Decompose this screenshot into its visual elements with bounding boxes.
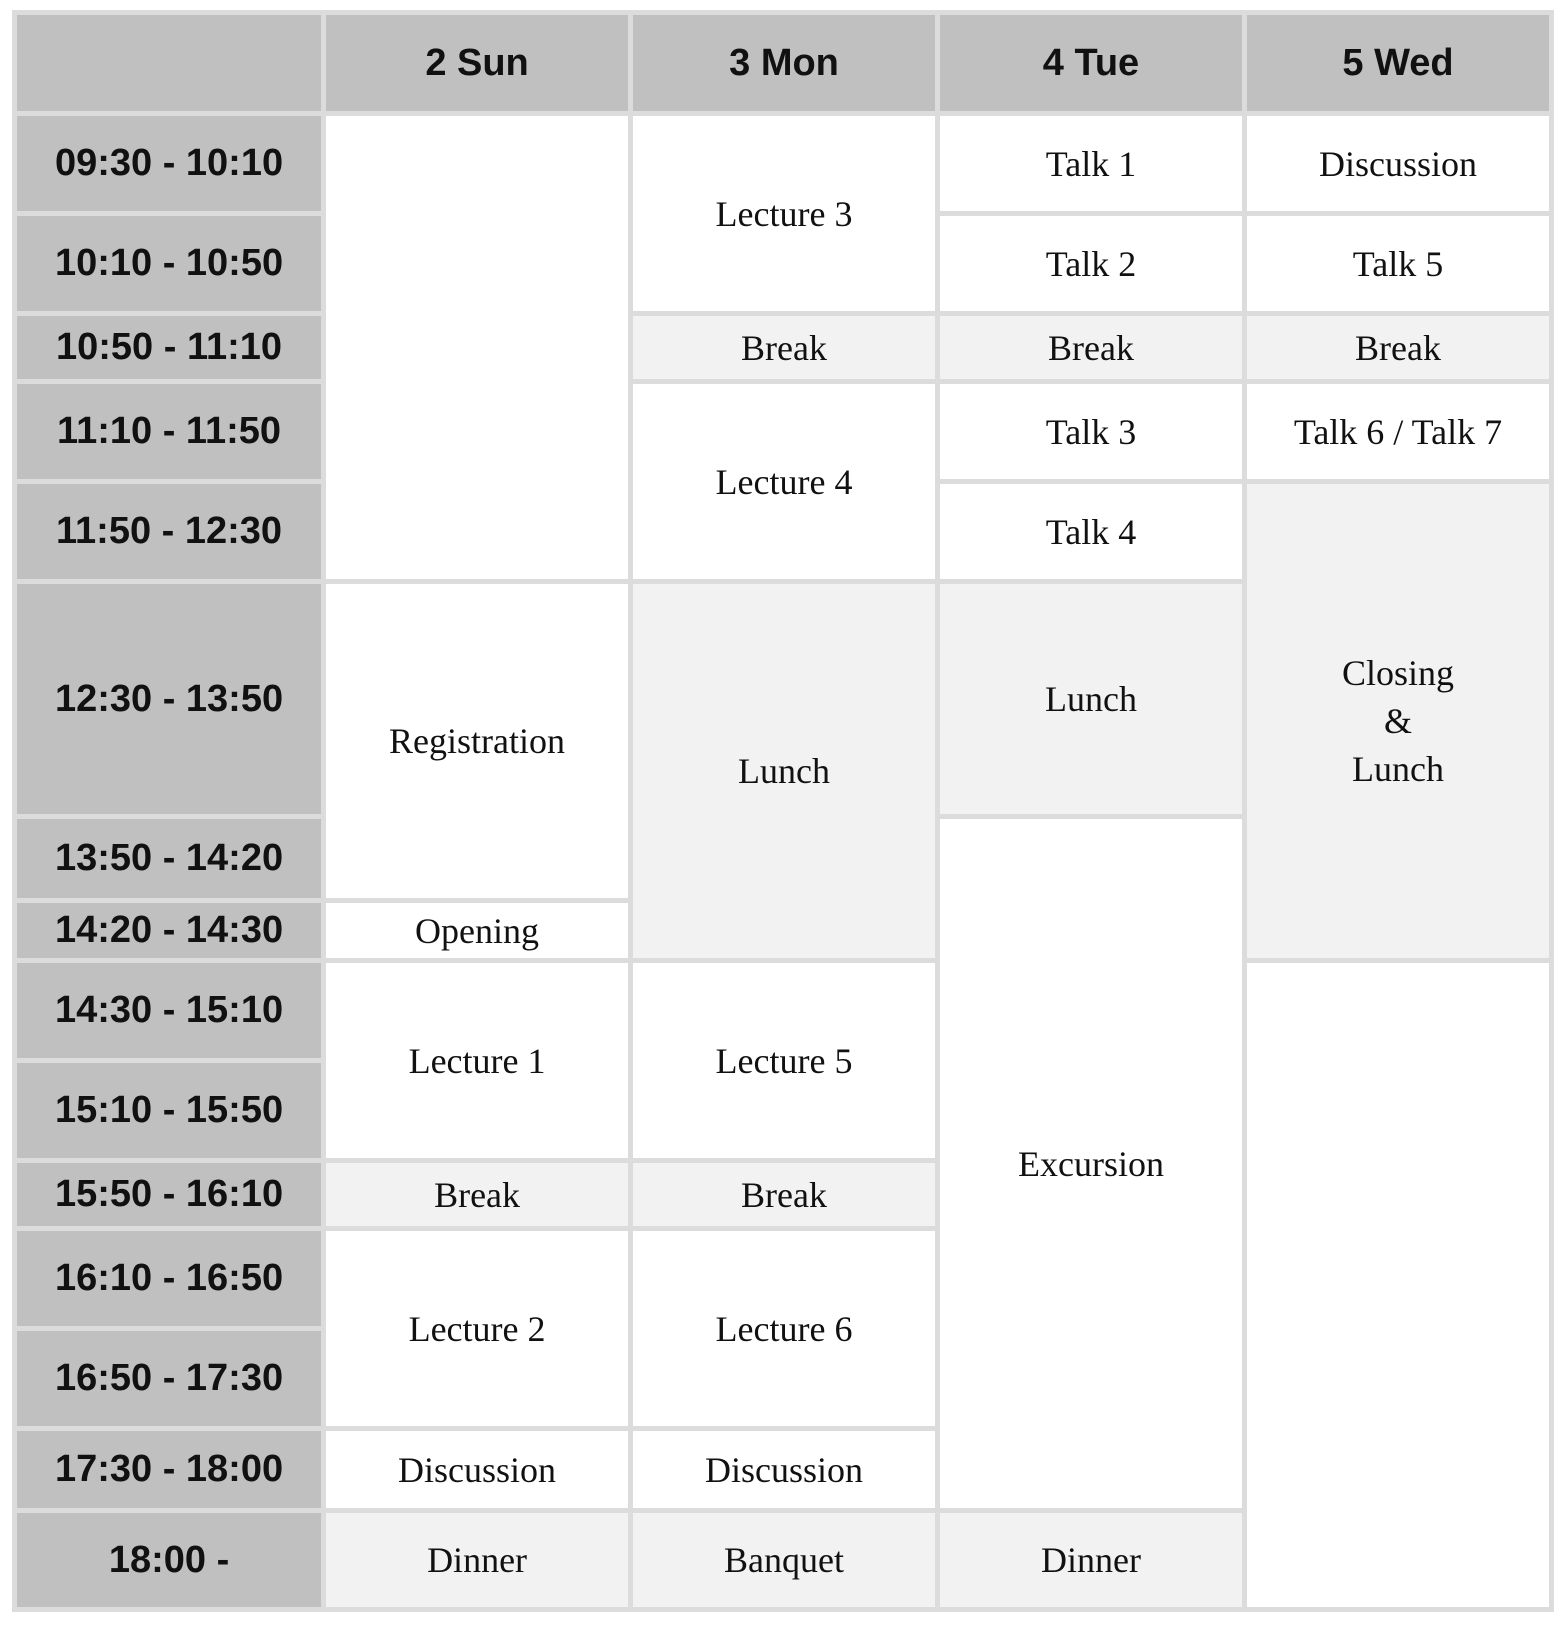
- event-tue-talk-2: Talk 2: [938, 214, 1245, 314]
- time-slot-label: 10:10 - 10:50: [15, 214, 324, 314]
- schedule-table-container: [12, 10, 1554, 1612]
- time-slot-label: 12:30 - 13:50: [15, 582, 324, 817]
- time-slot-label: 11:10 - 11:50: [15, 382, 324, 482]
- time-slot-label: 14:30 - 15:10: [15, 961, 324, 1061]
- closing-line-1: Closing: [1341, 653, 1454, 693]
- event-tue-lunch: Lunch: [938, 582, 1245, 817]
- time-slot-label: 16:50 - 17:30: [15, 1329, 324, 1429]
- time-slot-label: 13:50 - 14:20: [15, 817, 324, 901]
- time-slot-label: 16:10 - 16:50: [15, 1229, 324, 1329]
- event-sun-lecture-1: Lecture 1: [324, 961, 631, 1161]
- closing-line-2: &: [1383, 701, 1412, 741]
- schedule-table: [12, 10, 1554, 1612]
- event-mon-lecture-4: Lecture 4: [631, 382, 938, 582]
- event-sun-discussion: Discussion: [324, 1429, 631, 1511]
- time-slot-label: 17:30 - 18:00: [15, 1429, 324, 1511]
- event-sun-lecture-2: Lecture 2: [324, 1229, 631, 1429]
- table-row: [15, 961, 1552, 1061]
- event-tue-dinner: Dinner: [938, 1511, 1245, 1610]
- event-mon-lecture-3: Lecture 3: [631, 114, 938, 314]
- event-sun-opening: Opening: [324, 901, 631, 961]
- event-sun-break: Break: [324, 1161, 631, 1229]
- time-slot-label: 14:20 - 14:30: [15, 901, 324, 961]
- event-sun-dinner: Dinner: [324, 1511, 631, 1610]
- event-mon-break-afternoon: Break: [631, 1161, 938, 1229]
- table-row: [15, 314, 1552, 382]
- event-wed-break: Break: [1244, 314, 1551, 382]
- day-header-wed: 5 Wed: [1244, 13, 1551, 114]
- table-row: [15, 382, 1552, 482]
- event-wed-closing-lunch: [1244, 482, 1551, 961]
- event-sun-registration: Registration: [324, 582, 631, 901]
- event-wed-discussion: Discussion: [1244, 114, 1551, 214]
- day-header-tue: 4 Tue: [938, 13, 1245, 114]
- time-slot-label: 18:00 -: [15, 1511, 324, 1610]
- time-slot-label: 11:50 - 12:30: [15, 482, 324, 582]
- event-mon-banquet: Banquet: [631, 1511, 938, 1610]
- event-mon-lecture-6: Lecture 6: [631, 1229, 938, 1429]
- event-tue-talk-3: Talk 3: [938, 382, 1245, 482]
- day-header-sun: 2 Sun: [324, 13, 631, 114]
- sun-morning-empty-cell: [324, 114, 631, 582]
- table-row: [15, 114, 1552, 214]
- event-wed-talk-6-7: Talk 6 / Talk 7: [1244, 382, 1551, 482]
- time-slot-label: 10:50 - 11:10: [15, 314, 324, 382]
- event-tue-talk-4: Talk 4: [938, 482, 1245, 582]
- event-mon-lunch: Lunch: [631, 582, 938, 961]
- closing-line-3: Lunch: [1352, 749, 1444, 789]
- day-header-mon: 3 Mon: [631, 13, 938, 114]
- time-slot-label: 15:50 - 16:10: [15, 1161, 324, 1229]
- event-wed-talk-5: Talk 5: [1244, 214, 1551, 314]
- event-tue-break: Break: [938, 314, 1245, 382]
- event-mon-lecture-5: Lecture 5: [631, 961, 938, 1161]
- time-slot-label: 09:30 - 10:10: [15, 114, 324, 214]
- event-mon-discussion: Discussion: [631, 1429, 938, 1511]
- event-tue-excursion: Excursion: [938, 817, 1245, 1511]
- wed-afternoon-empty-cell: [1244, 961, 1551, 1610]
- corner-header-cell: [15, 13, 324, 114]
- event-tue-talk-1: Talk 1: [938, 114, 1245, 214]
- time-slot-label: 15:10 - 15:50: [15, 1061, 324, 1161]
- event-mon-break: Break: [631, 314, 938, 382]
